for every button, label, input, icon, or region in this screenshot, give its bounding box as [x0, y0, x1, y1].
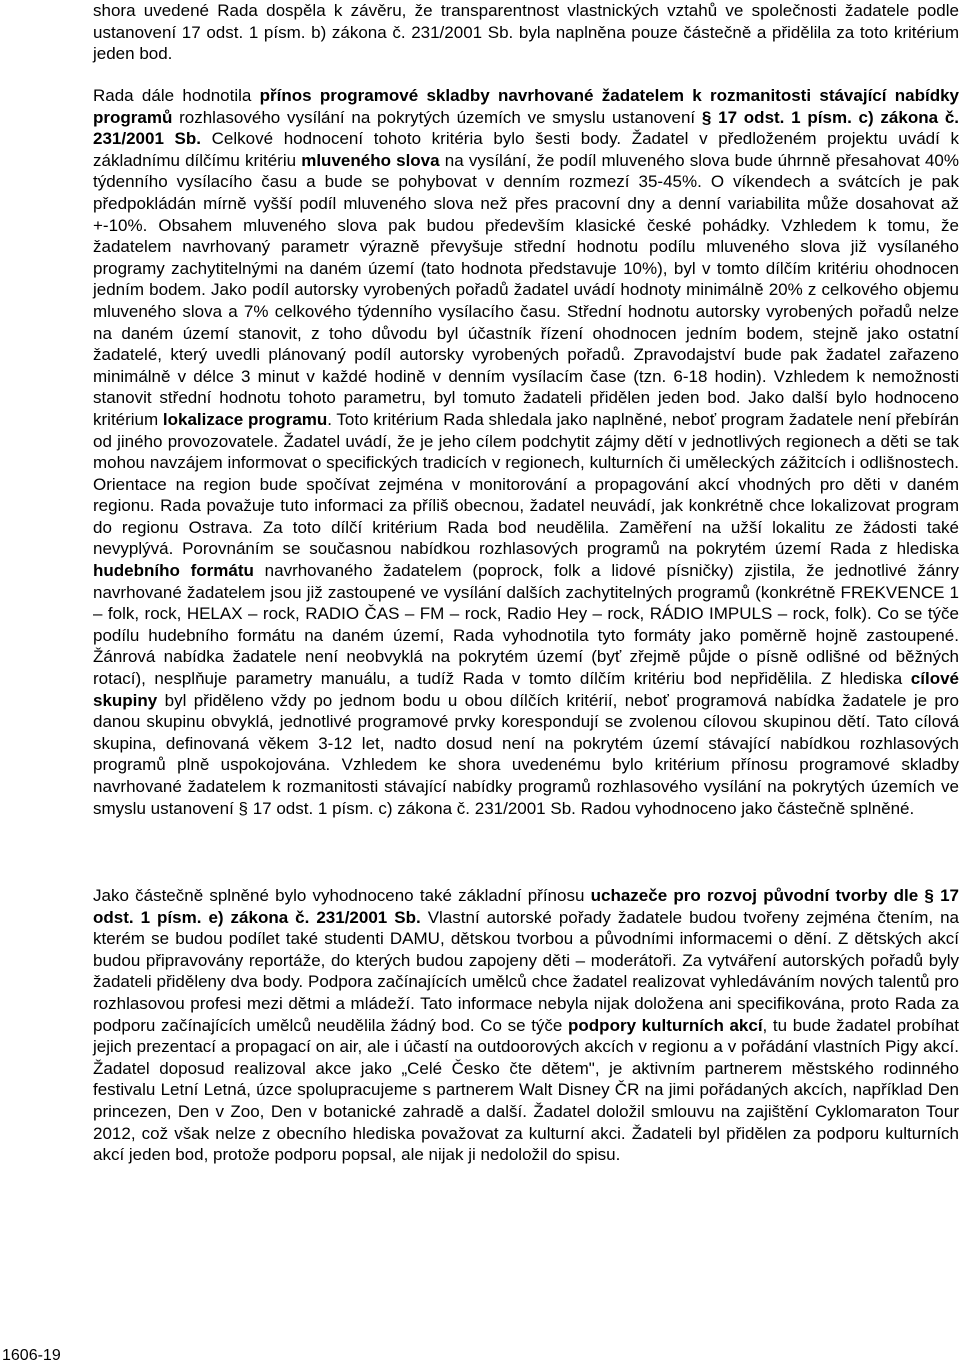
text-run: navrhovaného žadatelem (poprock, folk a lidové písničky) zjistila, že jednotlivé žánry navrhované žadatelem jsou již zastoupené ve vysílání dalších zachytitelných programů (konkrétně FREKVENCE 1 – folk, rock, HELAX – rock, RADIO ČAS – FM – rock, Radio Hey – rock, RÁDIO IMPULS – rock, folk). Co se týče podílu hudebního formátu na daném území, Rada vyhodnotila tyto formáty jako poměrně hojně zastoupené. Žánrová nabídka žadatele není neobvyklá na pokrytém území (byť zřejmě půjde o písně odlišné od běžných rotací), nesplňuje parametry manuálu, a tudíž Rada v tomto dílčím kritériu bod nepřidělila. Z hlediska — [93, 561, 959, 689]
page-code: 1606-19 — [2, 1347, 61, 1364]
text-run: , tu bude žadatel probíhat jejich prezentací a propagací on air, ale i účastí na outdoorových akcích v regionu a v pořádání vlastních Pigy akcí. Žadatel doposud realizoval akce jako „Celé Česko čte dětem", je aktivním partnerem městského rodinného festivalu Letní Letná, úzce spolupracujeme s partnerem Walt Disney ČR na jimi pořádaných akcích, například Den princezen, Den v Zoo, Den v botanické zahradě a další. Žadatel doložil smlouvu na zajištění Cyklomaraton Tour 2012, což však nelze z obecního hlediska považovat za kulturní akci. Žadateli byl přidělen za podporu kulturních akcí jeden bod, protože podporu popsal, ale nijak ji nedoložil do spisu. — [93, 1015, 959, 1165]
bold-text-run: mluveného slova — [301, 150, 440, 170]
text-run: Vlastní autorské pořady žadatele budou tvořeny zejména čtením, na kterém se budou podílet také studenti DAMU, dětskou tvorbou a původními informacemi o dění. Z dětských akcí budou připravovány reportáže, do kterých budou zapojeny děti – moderátoři. Za vytváření autorských pořadů byly žadateli přiděleny dva body. Podpora začínajících umělců chce žadatel realizovat vyhledáváním nových talentů pro rozhlasovou profesi mezi dětmi a mládeží. Tato informace nebyla nijak doložena ani specifikována, proto Rada za podporu začínajících umělců neudělila žádný bod. Co se týče — [93, 907, 959, 1035]
bold-text-run: lokalizace programu — [162, 409, 328, 429]
text-run: shora uvedené Rada dospěla k závěru, že transparentnost vlastnických vztahů ve společnosti žadatele podle ustanovení 17 odst. 1 písm. b) zákona č. 231/2001 Sb. byla naplněna pouze částečně a přidělila za toto kritérium jeden bod. — [93, 1, 959, 64]
bold-text-run: § 17 odst. 1 písm. c) zákona č. 231/2001 Sb. — [93, 107, 960, 149]
bold-text-run: cílové skupiny — [93, 669, 959, 710]
bold-text-run: podpory kulturních akcí — [568, 1015, 763, 1035]
text-run: rozhlasového vysílání na pokrytých územích ve smyslu ustanovení — [172, 107, 702, 127]
paragraph-ownership-transparency — [93, 0, 959, 65]
text-run: . Toto kritérium Rada shledala jako naplněné, neboť program žadatele není přebírán od jiného provozovatele. Žadatel uvádí, že je jeho cílem podchytit zájmy dětí v jednotlivých regionech a děti se tak mohou navzájem informovat o specifických tradicích v regionech, kulturních či uměleckých zážitcích i odlišnostech. Orientace na region bude spočívat zejména v monitorování a propagování akcí vhodných pro děti v daném regionu. Rada považuje tuto informaci za příliš obecnou, žadatel neuvádí, jak konkrétně chce lokalizovat program do regionu Ostrava. Za toto dílčí kritérium Rada bod neudělila. Zaměření na užší lokalitu ze žádosti také nevyplývá. Porovnáním se současnou nabídkou rozhlasových programů na pokrytém území Rada z hlediska — [93, 409, 959, 559]
paragraph-program-diversity — [93, 85, 959, 819]
bold-text-run: přínos programové skladby navrhované žadatelem k rozmanitosti stávající nabídky programů — [93, 86, 959, 127]
text-run: Celkové hodnocení tohoto kritéria bylo šesti body. Žadatel v předloženém projektu uvádí k základnímu dílčímu kritériu — [93, 129, 959, 170]
paragraph-original-production — [93, 885, 959, 1166]
text-run: byl přiděleno vždy po jednom bodu u obou dílčích kritérií, neboť programová nabídka žadatele je pro danou skupinu obvyklá, jednotlivé programové prvky korespondují se zvolenou cílovou skupinou dětí. Tato cílová skupina, definovaná věkem 3-12 let, nadto dosud není na pokrytém území stávající nabídkou rozhlasových programů plně uspokojována. Vzhledem ke shora uvedenému bylo kritérium přínosu programové skladby navrhované žadatelem k rozmanitosti stávající nabídky programů rozhlasového vysílání na pokrytých územích ve smyslu ustanovení § 17 odst. 1 písm. c) zákona č. 231/2001 Sb. Radou vyhodnoceno jako částečně splněné. — [93, 690, 959, 818]
text-run: Jako částečně splněné bylo vyhodnoceno také základní přínosu — [93, 886, 591, 905]
text-run: Rada dále hodnotila — [93, 86, 260, 105]
text-run: na vysílání, že podíl mluveného slova bude úhrnně přesahovat 40% týdenního vysílacího času a bude se pohybovat v denním rozmezí 35-45%. O víkendech a svátcích je pak předpokládán mírně vyšší podíl mluveného slova než přes pracovní dny a denní variabilita může dosahovat až +-10%. Obsahem mluveného slova pak budou především klasické české pohádky. Vzhledem k tomu, že žadatelem navrhovaný parametr výrazně převyšuje střední hodnotu podílu mluveného slova již vysílaného programy zachytitelnými na daném území (tato hodnota představuje 10%), byl v tomto dílčím kritériu ohodnocen jedním bodem. Jako podíl autorsky vyrobených pořadů žadatel uvádí hodnoty minimálně 20% z celkového objemu mluveného slova a 7% celkového týdenního vysílacího času. Střední hodnotu autorsky vyrobených pořadů nelze na daném území stanovit, z toho důvodu byl účastník řízení ohodnocen jedním bodem, stejně jako ostatní žadatelé, který uvedli plánovaný podíl autorsky vyrobených pořadů. Zpravodajství bude pak žadatel zařazeno minimálně v délce 3 minut v každé hodině v denním vysílacím čase (tzn. 6-18 hodin). Vzhledem k nemožnosti stanovit střední hodnotu tohoto parametru, byl tomuto žadateli přidělen jeden bod. Jako další bylo hodnoceno kritérium — [93, 150, 960, 429]
bold-text-run: uchazeče pro rozvoj původní tvorby dle § 17 odst. 1 písm. e) zákona č. 231/2001 Sb. — [93, 886, 960, 927]
bold-text-run: hudebního formátu — [93, 561, 254, 581]
